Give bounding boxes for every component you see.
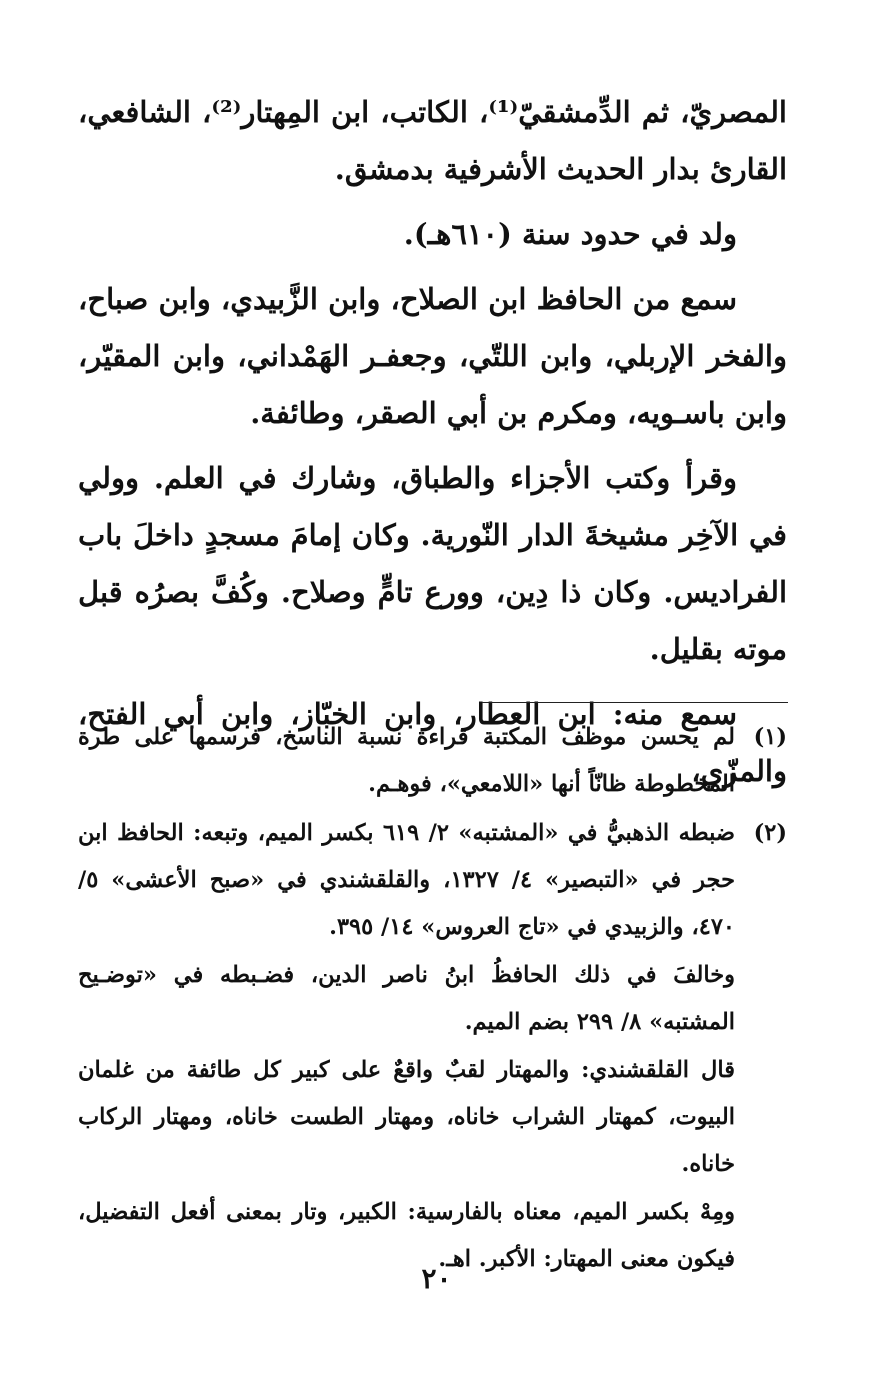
footnote-text: لم يحسن موظف المكتبة قراءة نسبة الناسخ، فرسمها على طرة المخطوطة ظانّاً أنها «اللامعي»، فوهـم. <box>78 724 735 797</box>
footnote-number: (١) <box>753 724 787 750</box>
page-number: ٢٠ <box>421 1262 452 1295</box>
footnote-text: قال القلقشندي: والمهتار لقبٌ واقعٌ على كبير كل طائفة من غلمان البيوت، كمهتار الشراب خاناه، ومهتار الطست خاناه، ومهتار الركاب خاناه. <box>78 1057 735 1177</box>
footnote-text: ومِهْ بكسر الميم، معناه بالفارسية: الكبير، وتار بمعنى أفعل التفضيل، فيكون معنى المهتار: الأكبر. اهـ. <box>78 1199 735 1272</box>
footnote-1 <box>78 714 787 809</box>
footnote-text: وخالفَ في ذلك الحافظُ ابنُ ناصر الدين، فضـبطه في «توضـيح المشتبه» ٨/ ٢٩٩ بضم الميم. <box>78 962 735 1035</box>
footnote-divider <box>482 702 788 703</box>
main-text <box>78 84 787 808</box>
paragraph-birth: ولد في حدود سنة (٦١٠هـ). <box>403 217 737 251</box>
paragraph-students: سمع منه: ابن العطار، وابن الخبّاز، وابن أبي الفتح، والمزّي، <box>78 697 787 788</box>
paragraph-teachers: سمع من الحافظ ابن الصلاح، وابن الزَّبيدي، وابن صباح، والفخر الإربلي، وابن اللتّي، وجعفـر الهَمْداني، وابن المقيّر، وابن باسـويه، ومكرم بن أبي الصقر، وطائفة. <box>78 282 787 430</box>
paragraph-lineage: المصريّ، ثم الدِّمشقيّ⁽¹⁾، الكاتب، ابن المِهتار⁽²⁾، الشافعي، القارئ بدار الحديث الأشرفية بدمشق. <box>78 95 787 186</box>
footnotes <box>78 714 787 1285</box>
footnote-2 <box>78 810 787 1284</box>
paragraph-career: وقرأ وكتب الأجزاء والطباق، وشارك في العلم. وولي في الآخِر مشيخةَ الدار النّورية. وكان إمامَ مسجدٍ داخلَ باب الفراديس. وكان ذا دِين، وورع تامٍّ وصلاح. وكُفَّ بصرُه قبل موته بقليل. <box>78 461 787 666</box>
footnote-text: ضبطه الذهبيُّ في «المشتبه» ٢/ ٦١٩ بكسر الميم، وتبعه: الحافظ ابن حجر في «التبصير» ٤/ ١٣٢٧، والقلقشندي في «صبح الأعشى» ٥/ ٤٧٠، والزبيدي في «تاج العروس» ١٤/ ٣٩٥. <box>78 820 735 940</box>
footnote-number: (٢) <box>753 820 787 846</box>
